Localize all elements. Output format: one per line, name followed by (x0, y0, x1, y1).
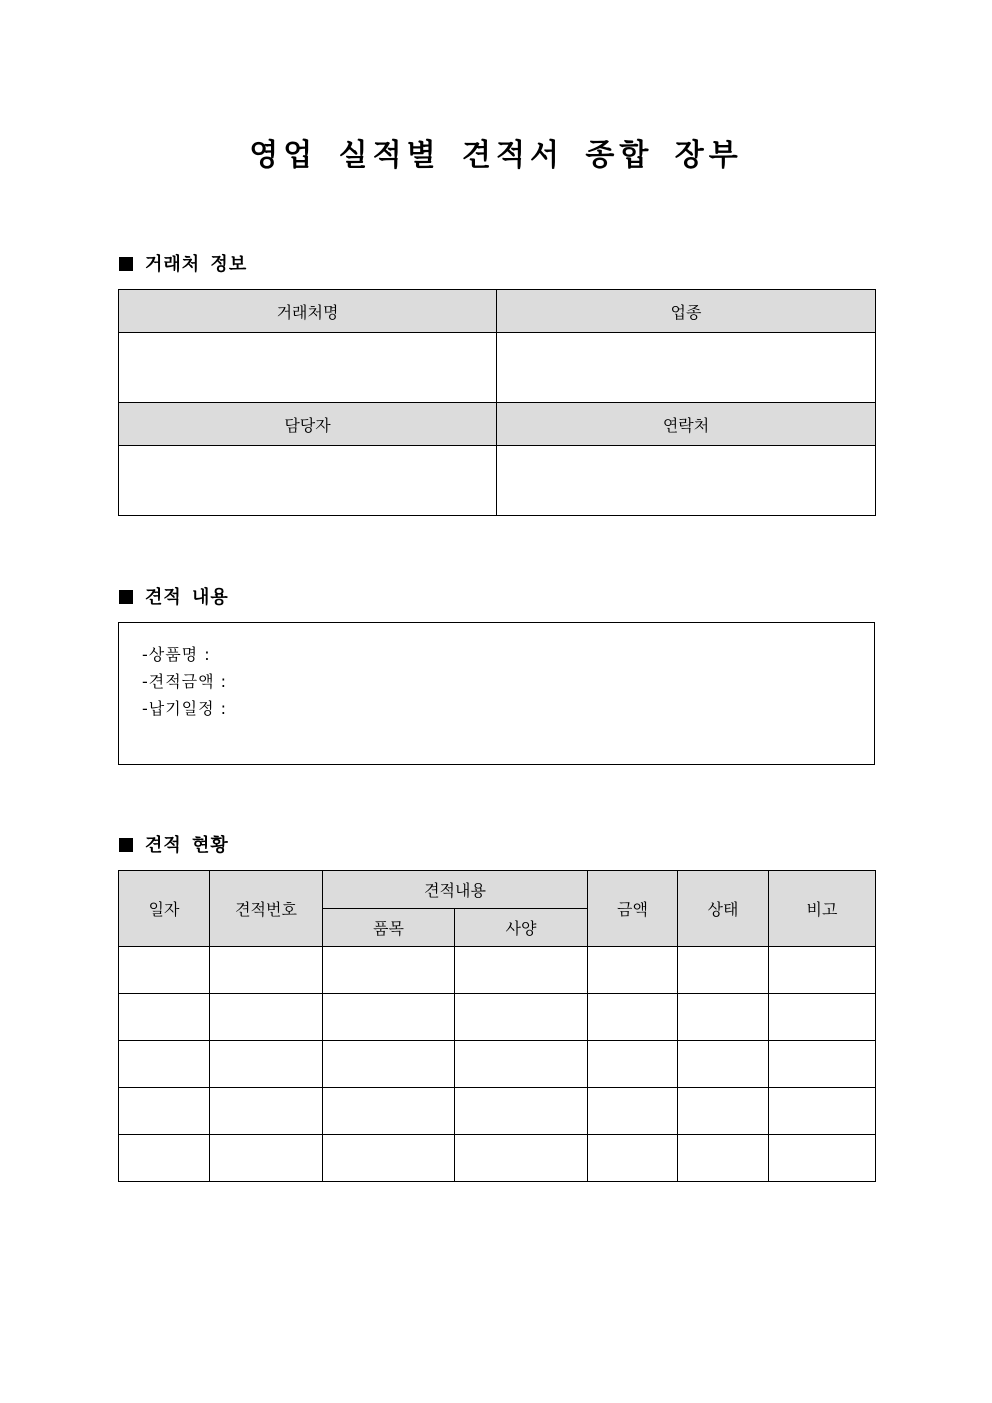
header-item: 품목 (323, 909, 455, 947)
cell-spec[interactable] (455, 1135, 588, 1182)
cell-item[interactable] (323, 1041, 455, 1088)
cell-item[interactable] (323, 947, 455, 994)
manager-field[interactable] (119, 446, 497, 516)
cell-note[interactable] (769, 947, 876, 994)
cell-date[interactable] (119, 947, 210, 994)
cell-amount[interactable] (588, 1088, 678, 1135)
product-name-line: -상품명 : (142, 645, 211, 664)
header-note: 비고 (769, 871, 876, 947)
industry-label: 업종 (497, 290, 876, 333)
cell-quote-no[interactable] (210, 1135, 323, 1182)
cell-spec[interactable] (455, 947, 588, 994)
table-row (119, 1041, 876, 1088)
table-row (119, 994, 876, 1041)
cell-status[interactable] (678, 1135, 769, 1182)
table-row (119, 947, 876, 994)
cell-note[interactable] (769, 1041, 876, 1088)
cell-amount[interactable] (588, 947, 678, 994)
client-name-field[interactable] (119, 333, 497, 403)
section-heading-client-info (119, 252, 247, 278)
cell-item[interactable] (323, 1135, 455, 1182)
cell-item[interactable] (323, 1088, 455, 1135)
delivery-schedule-line: -납기일정 : (142, 699, 228, 718)
cell-amount[interactable] (588, 1041, 678, 1088)
cell-note[interactable] (769, 994, 876, 1041)
cell-note[interactable] (769, 1135, 876, 1182)
header-status: 상태 (678, 871, 769, 947)
contact-field[interactable] (497, 446, 876, 516)
cell-status[interactable] (678, 947, 769, 994)
section-heading-label: 거래처 정보 (145, 254, 248, 275)
square-bullet-icon (119, 257, 133, 271)
header-date: 일자 (119, 871, 210, 947)
cell-spec[interactable] (455, 1041, 588, 1088)
cell-date[interactable] (119, 1088, 210, 1135)
cell-amount[interactable] (588, 994, 678, 1041)
cell-item[interactable] (323, 994, 455, 1041)
cell-note[interactable] (769, 1088, 876, 1135)
cell-quote-no[interactable] (210, 1088, 323, 1135)
table-row (119, 1088, 876, 1135)
quote-status-table (118, 870, 876, 1182)
cell-date[interactable] (119, 1041, 210, 1088)
client-name-label: 거래처명 (119, 290, 497, 333)
square-bullet-icon (119, 838, 133, 852)
cell-quote-no[interactable] (210, 994, 323, 1041)
square-bullet-icon (119, 590, 133, 604)
industry-field[interactable] (497, 333, 876, 403)
section-heading-quote-status (119, 833, 229, 859)
quote-amount-line: -견적금액 : (142, 672, 228, 691)
header-spec: 사양 (455, 909, 588, 947)
cell-quote-no[interactable] (210, 947, 323, 994)
manager-label: 담당자 (119, 403, 497, 446)
cell-date[interactable] (119, 1135, 210, 1182)
section-heading-quote-content (119, 585, 229, 611)
client-info-table (118, 289, 876, 516)
table-row (119, 1135, 876, 1182)
cell-status[interactable] (678, 1041, 769, 1088)
cell-status[interactable] (678, 1088, 769, 1135)
page-title: 영업 실적별 견적서 종합 장부 (249, 138, 743, 173)
quote-content-box[interactable] (118, 622, 875, 765)
cell-status[interactable] (678, 994, 769, 1041)
cell-spec[interactable] (455, 1088, 588, 1135)
header-quote-no: 견적번호 (210, 871, 323, 947)
header-amount: 금액 (588, 871, 678, 947)
section-heading-label: 견적 내용 (145, 587, 229, 608)
cell-quote-no[interactable] (210, 1041, 323, 1088)
cell-amount[interactable] (588, 1135, 678, 1182)
cell-date[interactable] (119, 994, 210, 1041)
contact-label: 연락처 (497, 403, 876, 446)
cell-spec[interactable] (455, 994, 588, 1041)
header-quote-detail: 견적내용 (323, 871, 588, 909)
section-heading-label: 견적 현황 (145, 835, 229, 856)
quote-content-lines (142, 641, 227, 722)
